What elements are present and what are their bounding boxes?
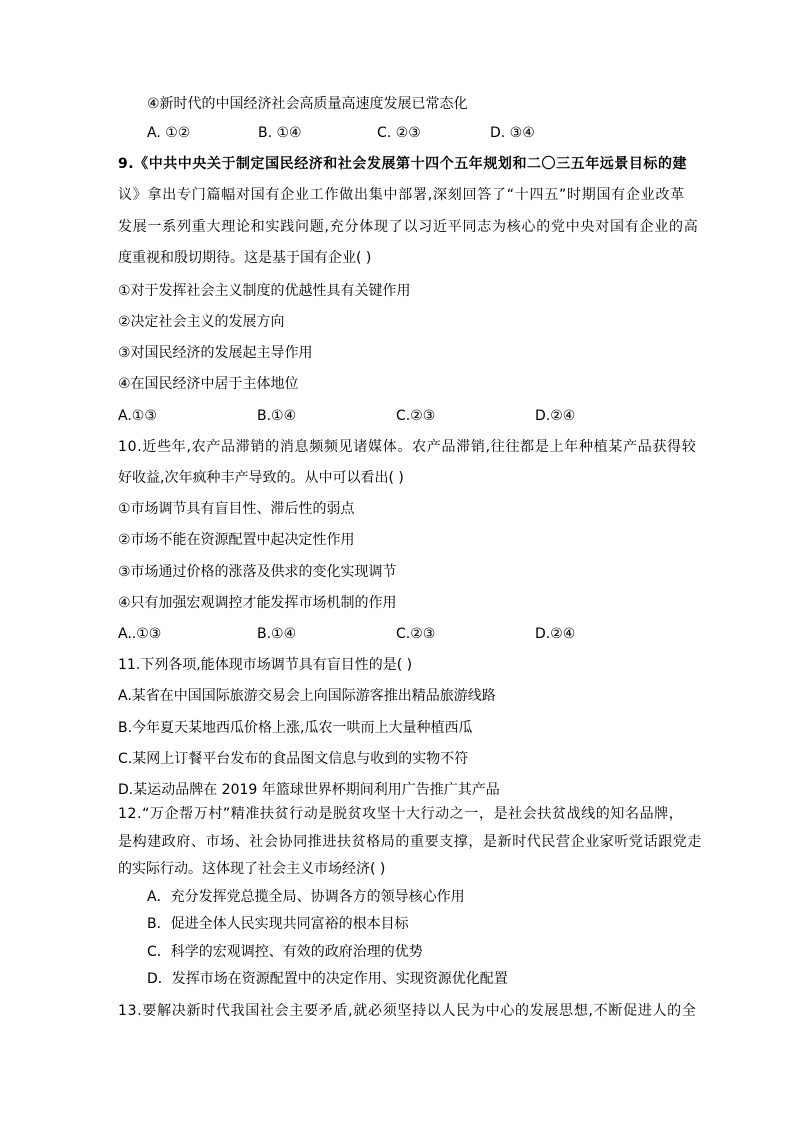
- q9-stem-line-3: 发展一系列重大理论和实践问题,充分体现了以习近平同志为核心的党中央对国有企业的高: [118, 219, 699, 235]
- q9-option-c: C.②③: [396, 408, 436, 424]
- q9-item-1: ①对于发挥社会主义制度的优越性具有关键作用: [118, 283, 411, 299]
- q12-option-c: C．科学的宏观调控、有效的政府治理的优势: [147, 944, 423, 960]
- q11-option-b: B.今年夏天某地西瓜价格上涨,瓜农一哄而上大量种植西瓜: [118, 720, 473, 736]
- q11-stem: 11.下列各项,能体现市场调节具有盲目性的是( ): [118, 657, 413, 673]
- q12-stem-line-3: 的实际行动。这体现了社会主义市场经济( ): [118, 861, 386, 877]
- q9-stem-line-2: 议》拿出专门篇幅对国有企业工作做出集中部署,深刻回答了“十四五”时期国有企业改革: [118, 187, 685, 203]
- q10-item-1: ①市场调节具有盲目性、滞后性的弱点: [118, 501, 355, 517]
- q12-option-b: B．促进全体人民实现共同富裕的根本目标: [147, 916, 409, 932]
- q9-item-4: ④在国民经济中居于主体地位: [118, 376, 299, 392]
- q11-option-c: C.某网上订餐平台发布的食品图文信息与收到的实物不符: [118, 751, 469, 767]
- q10-item-2: ②市场不能在资源配置中起决定性作用: [118, 532, 355, 548]
- q9-stem-line-1: 9.《中共中央关于制定国民经济和社会发展第十四个五年规划和二〇三五年远景目标的建: [118, 156, 688, 172]
- q12-stem-line-1: 12.“万企帮万村”精准扶贫行动是脱贫攻坚十大行动之一，是社会扶贫战线的知名品牌，: [118, 806, 684, 822]
- q12-stem-line-2: 是构建政府、市场、社会协同推进扶贫格局的重要支撑，是新时代民营企业家听党话跟党走: [118, 834, 702, 850]
- q11-option-d: D.某运动品牌在 2019 年篮球世界杯期间利用广告推广其产品: [118, 782, 500, 798]
- q10-stem-line-1: 10.近些年,农产品滞销的消息频频见诸媒体。农产品滞销,往往都是上年种植某产品获得较: [118, 439, 697, 455]
- q9-item-2: ②决定社会主义的发展方向: [118, 314, 285, 330]
- q12-option-d: D．发挥市场在资源配置中的决定作用、实现资源优化配置: [147, 971, 508, 987]
- q10-option-c: C.②③: [396, 626, 436, 642]
- q9-stem-line-4: 度重视和殷切期待。这是基于国有企业( ): [118, 250, 372, 266]
- q8-option-a: A. ①②: [147, 125, 191, 141]
- q8-option-c: C. ②③: [377, 125, 421, 141]
- q12-option-a: A．充分发挥党总揽全局、协调各方的领导核心作用: [147, 889, 465, 905]
- q9-item-3: ③对国民经济的发展起主导作用: [118, 345, 313, 361]
- q10-item-3: ③市场通过价格的涨落及供求的变化实现调节: [118, 564, 397, 580]
- q8-option-d: D. ③④: [490, 125, 535, 141]
- q10-option-a: A..①③: [118, 626, 162, 642]
- q10-stem-line-2: 好收益,次年疯种丰产导致的。从中可以看出( ): [118, 470, 404, 486]
- q10-item-4: ④只有加强宏观调控才能发挥市场机制的作用: [118, 595, 397, 611]
- q8-option-b: B. ①④: [258, 125, 302, 141]
- q10-option-b: B.①④: [257, 626, 297, 642]
- q9-option-a: A.①③: [118, 408, 157, 424]
- q9-option-d: D.②④: [535, 408, 576, 424]
- q9-option-b: B.①④: [257, 408, 297, 424]
- q10-option-d: D.②④: [535, 626, 576, 642]
- q8-item-4: ④新时代的中国经济社会高质量高速度发展已常态化: [147, 96, 468, 112]
- q11-option-a: A.某省在中国国际旅游交易会上向国际游客推出精品旅游线路: [118, 688, 496, 704]
- q13-stem-line-1: 13.要解决新时代我国社会主要矛盾,就必须坚持以人民为中心的发展思想,不断促进人的全: [118, 1003, 697, 1019]
